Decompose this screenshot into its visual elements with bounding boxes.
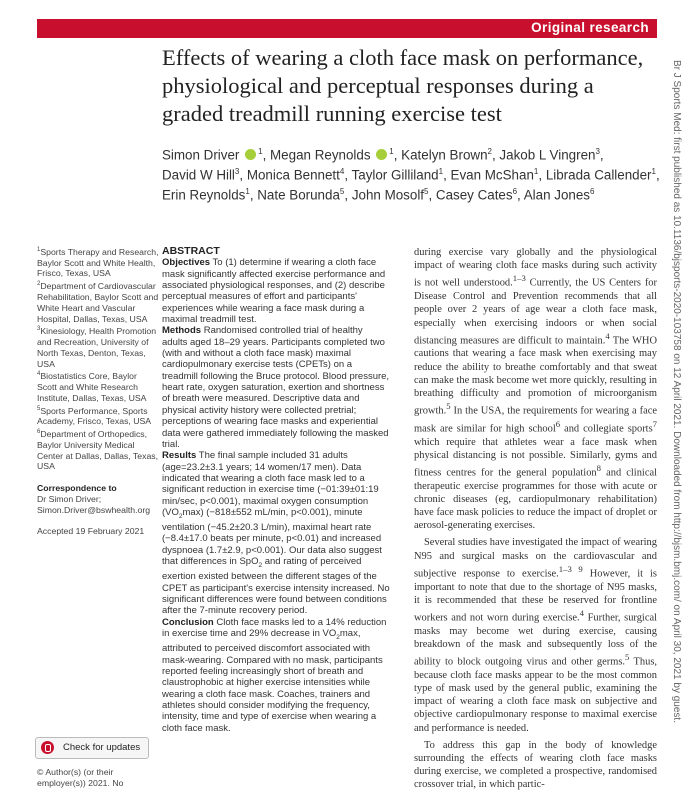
abstract-results: Results The final sample included 31 adults (age=23.2±3.1 years; 14 women/17 men). Data indicated that wearing a cloth face mask led to a significant reduction in exercise time (−01:39±01:19 min/sec, p<0.001), maximal oxygen consumption $(VO_2\max)$ (−818±552 mL/min, p<0.001), minute ventilation (−45.2±20.3 L/min), maximal heart rate (−8.4±17.0 beats per minute, p<0.01) and increased dyspnoea (1.7±2.9, p<0.001). Our data also suggest that differences in SpO$_2$ and rating of perceived exertion existed between the different stages of the CPET as participant's exercise intensity increased. No significant differences were found between conditions after the 7-minute recovery period. <box>162 450 390 617</box>
affiliation-item: $^4$Biostatistics Core, Baylor Scott and White Research Institute, Dallas, Texas, USA <box>37 371 147 403</box>
author-name[interactable]: Casey Cates <box>435 187 513 203</box>
author-name[interactable]: Evan McShan <box>450 167 534 183</box>
correspondence-name: Dr Simon Driver; <box>37 494 102 505</box>
body-paragraph: Several studies have investigated the impact of wearing N95 and surgical masks on the cardiovascular and subjective response to exercise.$^{1-3 9}$ However, it is important to note that due to the shortage of N95 masks, it is recommended that these be reserved for frontline workers and not worn during exercise.$^4$ Further, surgical masks may become wet during exercise, causing breakdown of the mask and subsequently loss of the ability to block outgoing virus and other germs.$^5$ Thus, because cloth face masks appear to be the most common type of mask used by the general public, examining the impact of wearing a cloth face mask on subjective and objective cardiopulmonary response to maximal exercise and performance is needed. <box>414 537 657 734</box>
author-line-1: Simon Driver $^1$, Megan Reynolds $^1$, Katelyn Brown$^2$, Jakob L Vingren$^3$, <box>162 147 604 163</box>
body-text-column <box>414 246 657 792</box>
affiliation-item: $^2$Department of Cardiovascular Rehabilitation, Baylor Scott and White Heart and Vascular Hospital, Dallas, Texas, USA <box>37 281 159 324</box>
author-name[interactable]: Taylor Gilliland <box>351 167 439 183</box>
author-line-2: David W Hill$^3$, Monica Bennett$^4$, Taylor Gilliland$^1$, Evan McShan$^1$, Librada Callender$^1$, <box>162 166 660 183</box>
abstract-heading: ABSTRACT <box>162 245 220 257</box>
author-name[interactable]: Megan Reynolds <box>270 147 371 163</box>
abstract-conclusion: Conclusion Cloth face masks led to a 14% reduction in exercise time and 29% decrease in $VO_2\max$, attributed to perceived discomfort associated with mask-wearing. Compared with no mask, participants reported feeling increasingly short of breath and claustrophobic at higher exercise intensities while wearing a cloth face mask. Coaches, trainers and athletes should consider modifying the frequency, intensity, time and type of exercise when wearing a cloth face mask. <box>162 616 387 734</box>
orcid-icon[interactable] <box>245 149 256 160</box>
section-label: Original research <box>531 20 649 35</box>
author-name[interactable]: John Mosolf <box>351 187 425 203</box>
author-name[interactable]: Nate Borunda <box>257 187 340 203</box>
abstract-objectives: Objectives To (1) determine if wearing a cloth face mask significantly affected exercise performance and associated physiological responses, and (2) describe perceptual measures of effort and participants' experiences while wearing a face mask during a maximal treadmill test. <box>162 257 386 326</box>
correspondence-email[interactable]: Simon.Driver@bswhealth.org <box>37 504 151 515</box>
abstract <box>162 246 390 734</box>
affiliation-item: $^1$Sports Therapy and Research, Baylor Scott and White Health, Frisco, Texas, USA <box>37 246 159 279</box>
abstract-methods: Methods Randomised controlled trial of healthy adults aged 18–29 years. Participants completed two (with and without a cloth face mask) maximal cardiopulmonary exercise tests (CPETs) on a treadmill following the Bruce protocol. Blood pressure, heart rate, oxygen saturation, exertion and shortness of breath were measured. Descriptive data and physical activity history were collected pretrial; perceptions of wearing face masks and experiential data were gathered immediately following the masked trial. <box>162 325 390 450</box>
orcid-icon[interactable] <box>376 149 387 160</box>
margin-citation-text: Br J Sports Med: first published as 10.1136/bjsports-2020-103758 on 12 April 2021. Downloaded from http://bjsm.bmj.com/ on April 30, 2021 by guest. <box>671 60 682 723</box>
check-for-updates-label: Check for updates <box>63 742 141 753</box>
copyright-note: © Author(s) (or their employer(s)) 2021. No <box>37 767 124 788</box>
author-name[interactable]: Alan Jones <box>523 187 590 203</box>
body-paragraph: To address this gap in the body of knowledge surrounding the effects of wearing cloth face masks during exercise, we completed a prospective, randomised crossover trial, in which partic- <box>414 739 657 791</box>
author-list <box>162 144 672 204</box>
correspondence-heading: Correspondence to <box>37 483 117 494</box>
accepted-date: Accepted 19 February 2021 <box>37 525 145 536</box>
update-badge-icon <box>41 741 54 754</box>
check-for-updates-button[interactable] <box>35 737 149 759</box>
author-line-3: Erin Reynolds$^1$, Nate Borunda$^5$, John Mosolf$^5$, Casey Cates$^6$, Alan Jones$^6$ <box>162 186 595 203</box>
article-title: Effects of wearing a cloth face mask on performance, physiological and perceptual responses during a graded treadmill running exercise test <box>162 45 644 126</box>
author-name[interactable]: Erin Reynolds <box>162 187 246 203</box>
affiliation-item: $^6$Department of Orthopedics, Baylor University Medical Center at Dallas, Dallas, Texas, USA <box>37 429 159 472</box>
author-name[interactable]: David W Hill <box>162 167 235 183</box>
body-paragraph: during exercise vary globally and the physiological impact of wearing cloth face masks during such activity is not well understood.$^{1-3}$ Currently, the US Centers for Disease Control and Prevention recommends that all people over 2 years of age wear a cloth face mask, especially when exercising indoors or when social distancing measures are difficult to maintain.$^4$ The WHO cautions that wearing a face mask when exercising may reduce the ability to breathe comfortably and that sweat can make the mask become wet more quickly, resulting in breathing difficulty and promotion of microorganism growth.$^5$ In the USA, the requirements for wearing a face mask are similar for high school$^6$ and collegiate sports$^7$ which require that athletes wear a face mask when physical distancing is not possible. Similarly, gyms and fitness centres for the general population$^8$ and clinical therapeutic exercise programmes for those with acute or chronic diseases (eg, cardiopulmonary rehabilitation) have face mask policies to reduce the impact of droplet or aerosol-generating exercises. <box>414 247 657 532</box>
sidebar <box>37 245 159 536</box>
affiliation-item: $^5$Sports Performance, Sports Academy, Frisco, Texas, USA <box>37 405 152 427</box>
margin-citation <box>670 60 686 790</box>
author-name[interactable]: Librada Callender <box>545 167 652 183</box>
author-name[interactable]: Monica Bennett <box>246 167 340 183</box>
author-name[interactable]: Katelyn Brown <box>401 147 488 163</box>
author-name[interactable]: Jakob L Vingren <box>499 147 596 163</box>
affiliation-item: $^3$Kinesiology, Health Promotion and Recreation, University of North Texas, Denton, Texas, USA <box>37 326 157 369</box>
author-name[interactable]: Simon Driver <box>162 147 240 163</box>
section-banner <box>37 19 657 38</box>
